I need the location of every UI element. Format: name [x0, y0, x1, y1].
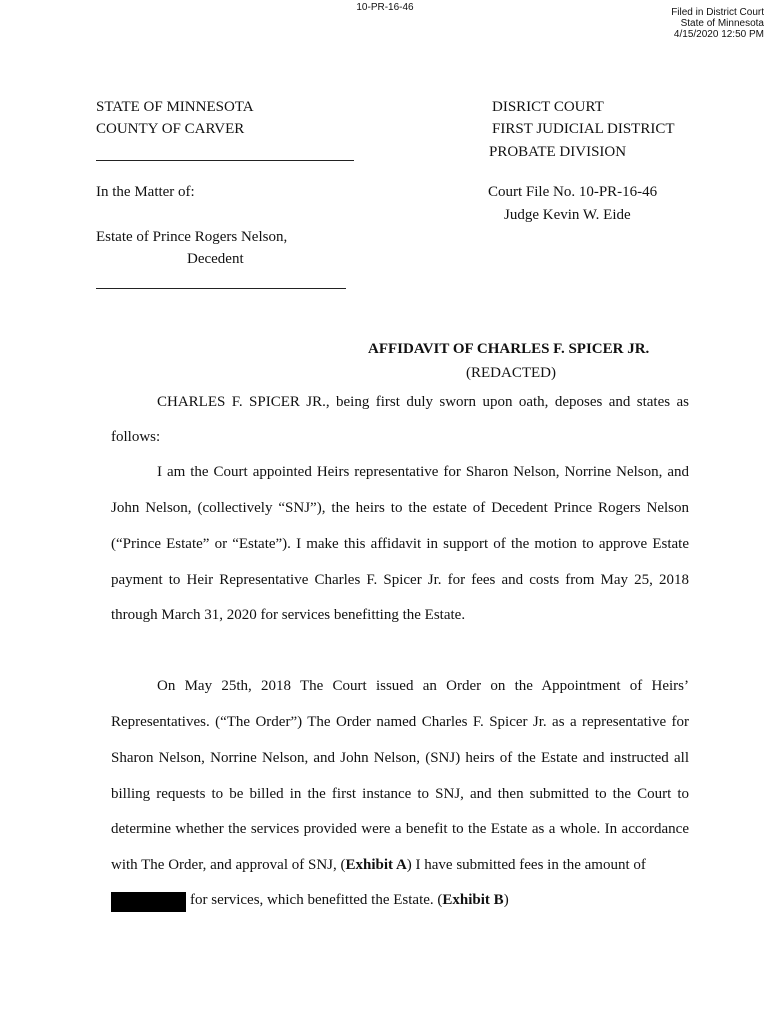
caption-district: FIRST JUDICIAL DISTRICT	[492, 121, 675, 137]
caption-state: STATE OF MINNESOTA	[96, 99, 254, 115]
paragraph-2-line: Representatives. (“The Order”) The Order named Charles F. Spicer Jr. as a representative for	[111, 714, 689, 730]
exhibit-a-reference: Exhibit A	[345, 857, 407, 873]
paragraph-1-line: through March 31, 2020 for services benefitting the Estate.	[111, 607, 466, 623]
paragraph-1-line: I am the Court appointed Heirs representative for Sharon Nelson, Norrine Nelson, and	[157, 464, 689, 480]
stamp-line: State of Minnesota	[680, 18, 764, 29]
case-number-header: 10-PR-16-46	[356, 2, 414, 13]
paragraph-1-line: (“Prince Estate” or “Estate”). I make this affidavit in support of the motion to approve Estate	[111, 536, 689, 552]
redaction-block	[111, 892, 186, 912]
filing-stamp	[671, 7, 764, 40]
caption-county: COUNTY OF CARVER	[96, 121, 245, 137]
paragraph-1-line: John Nelson, (collectively “SNJ”), the heirs to the estate of Decedent Prince Rogers Nelson	[111, 500, 689, 516]
stamp-line: Filed in District Court	[671, 7, 764, 18]
judge-name: Judge Kevin W. Eide	[504, 207, 631, 223]
document-subtitle: (REDACTED)	[466, 365, 556, 381]
paragraph-2-line: for services, which benefitted the Estate. (Exhibit B)	[190, 892, 509, 908]
paragraph-2-line: On May 25th, 2018 The Court issued an Order on the Appointment of Heirs’	[157, 678, 689, 694]
caption-court: DISRICT COURT	[492, 99, 604, 115]
stamp-line: 4/15/2020 12:50 PM	[673, 29, 764, 40]
matter-label: In the Matter of:	[96, 184, 195, 200]
caption-left	[96, 96, 254, 140]
paragraph-1-line: payment to Heir Representative Charles F. Spicer Jr. for fees and costs from May 25, 2018	[111, 572, 689, 588]
paragraph-2-line: determine whether the services provided were a benefit to the Estate as a whole. In accordance	[111, 821, 689, 837]
intro-line: follows:	[111, 429, 161, 445]
intro-line: CHARLES F. SPICER JR., being first duly sworn upon oath, deposes and states as	[157, 394, 689, 410]
paragraph-2-line	[111, 857, 689, 874]
estate-name: Estate of Prince Rogers Nelson,	[96, 229, 288, 245]
paragraph-2-line: Sharon Nelson, Norrine Nelson, and John Nelson, (SNJ) heirs of the Estate and instructed all	[111, 750, 689, 766]
decedent-label: Decedent	[187, 251, 244, 267]
caption-bottom-divider	[96, 288, 346, 289]
caption-divider	[96, 160, 354, 161]
court-file-number: Court File No. 10-PR-16-46	[488, 184, 658, 200]
exhibit-b-reference: Exhibit B	[442, 892, 504, 908]
document-title: AFFIDAVIT OF CHARLES F. SPICER JR.	[368, 341, 650, 357]
caption-division: PROBATE DIVISION	[489, 144, 627, 160]
paragraph-2-line: billing requests to be billed in the first instance to SNJ, and then submitted to the Court to	[111, 786, 689, 802]
line-text: with The Order, and approval of SNJ, (Exhibit A) I have submitted fees in the amount of	[111, 857, 646, 873]
